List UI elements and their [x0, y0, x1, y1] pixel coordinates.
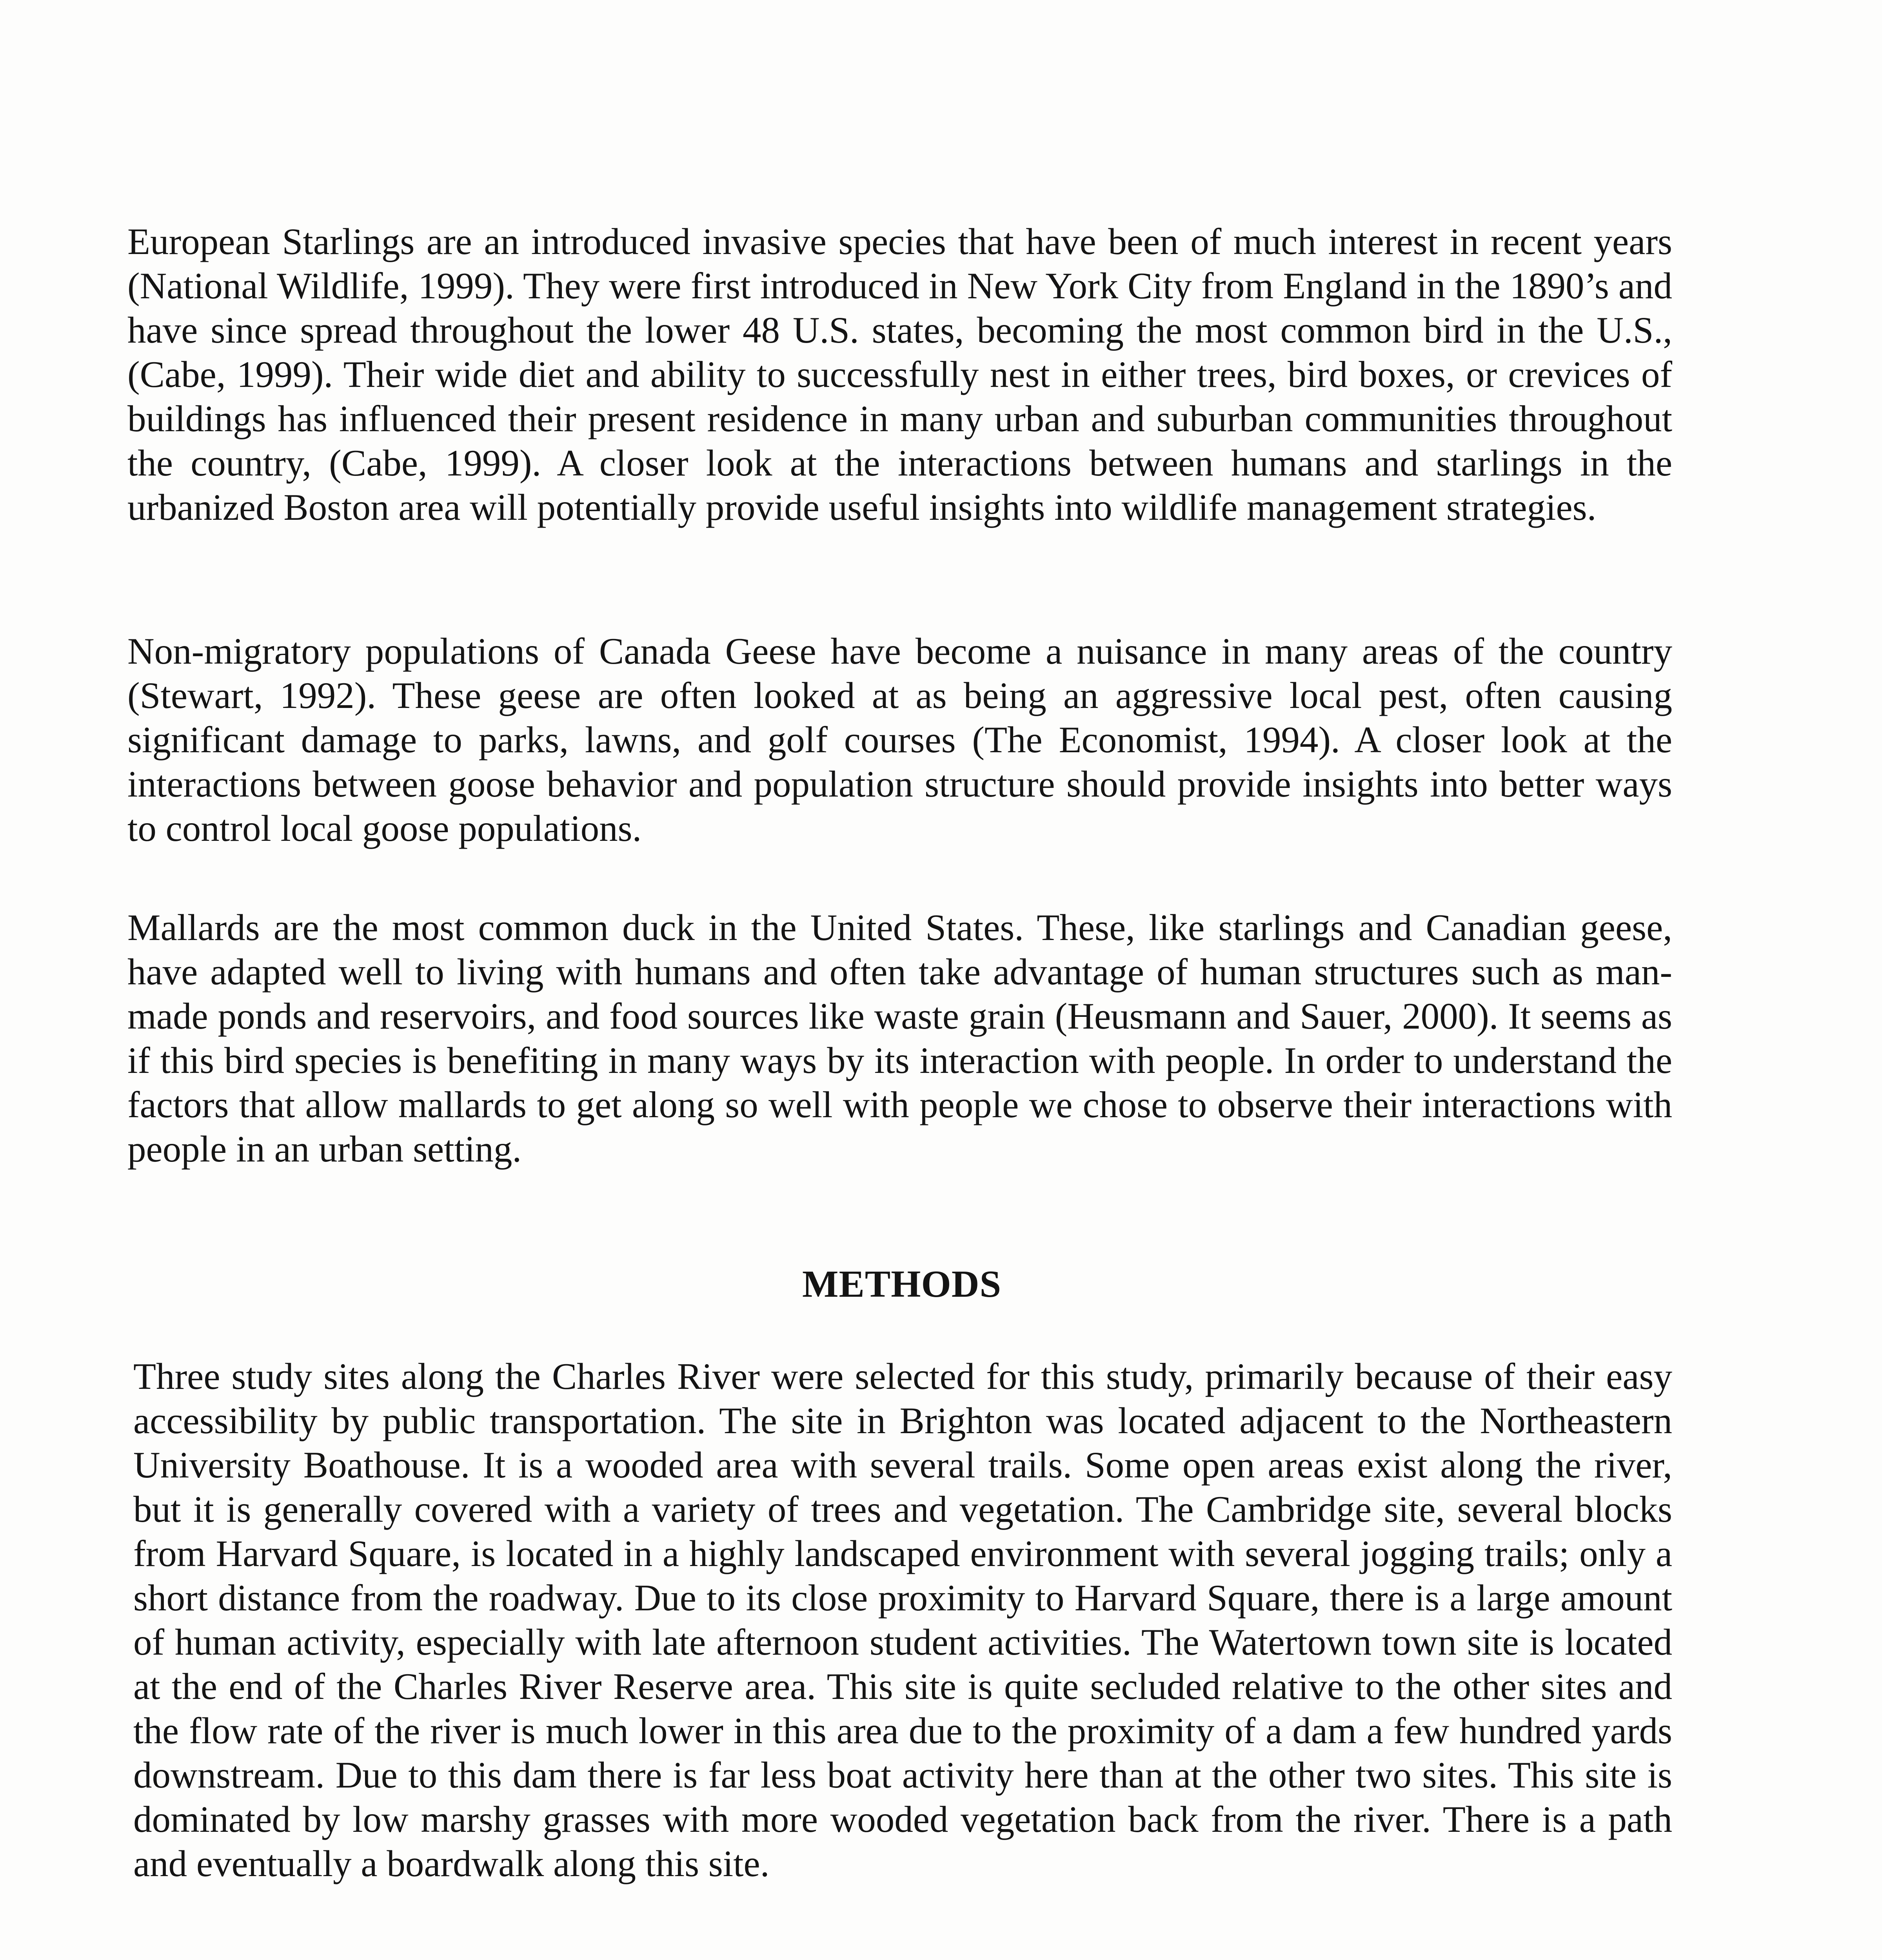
paragraph-starlings: European Starlings are an introduced invasive species that have been of much interest in recent years (National Wildlife, 1999). They were first introduced in New York City from England in the 1890’s and have since spread throughout the lower 48 U.S. states, becoming the most common bird in the U.S., (Cabe, 1999). Their wide diet and ability to successfully nest in either trees, bird boxes, or crevices of buildings has influenced their present residence in many urban and suburban communities throughout the country, (Cabe, 1999). A closer look at the interactions between humans and starlings in the urbanized Boston area will potentially provide useful insights into wildlife management strategies.: [127, 221, 1672, 528]
paragraph-study-sites: Three study sites along the Charles River were selected for this study, primarily because of their easy accessibility by public transportation. The site in Brighton was located adjacent to the Northeastern University Boathouse. It is a wooded area with several trails. Some open areas exist along the river, but it is generally covered with a variety of trees and vegetation. The Cambridge site, several blocks from Harvard Square, is located in a highly landscaped environment with several jogging trails; only a short distance from the roadway. Due to its close proximity to Harvard Square, there is a large amount of human activity, especially with late afternoon student activities. The Watertown town site is located at the end of the Charles River Reserve area. This site is quite secluded relative to the other sites and the flow rate of the river is much lower in this area due to the proximity of a dam a few hundred yards downstream. Due to this dam there is far less boat activity here than at the other two sites. This site is dominated by low marshy grasses with more wooded vegetation back from the river. There is a path and eventually a boardwalk along this site.: [133, 1356, 1672, 1884]
paragraph-canada-geese: Non-migratory populations of Canada Geese have become a nuisance in many areas of the country (Stewart, 1992). These geese are often looked at as being an aggressive local pest, often causing significant damage to parks, lawns, and golf courses (The Economist, 1994). A closer look at the interactions between goose behavior and population structure should provide insights into better ways to control local goose populations.: [127, 630, 1672, 849]
paragraph-mallards: Mallards are the most common duck in the United States. These, like starlings and Canadian geese, have adapted well to living with humans and often take advantage of human structures such as man-made ponds and reservoirs, and food sources like waste grain (Heusmann and Sauer, 2000). It seems as if this bird species is benefiting in many ways by its interaction with people. In order to understand the factors that allow mallards to get along so well with people we chose to observe their interactions with people in an urban setting.: [127, 907, 1672, 1170]
section-heading-methods: METHODS: [802, 1263, 1001, 1305]
